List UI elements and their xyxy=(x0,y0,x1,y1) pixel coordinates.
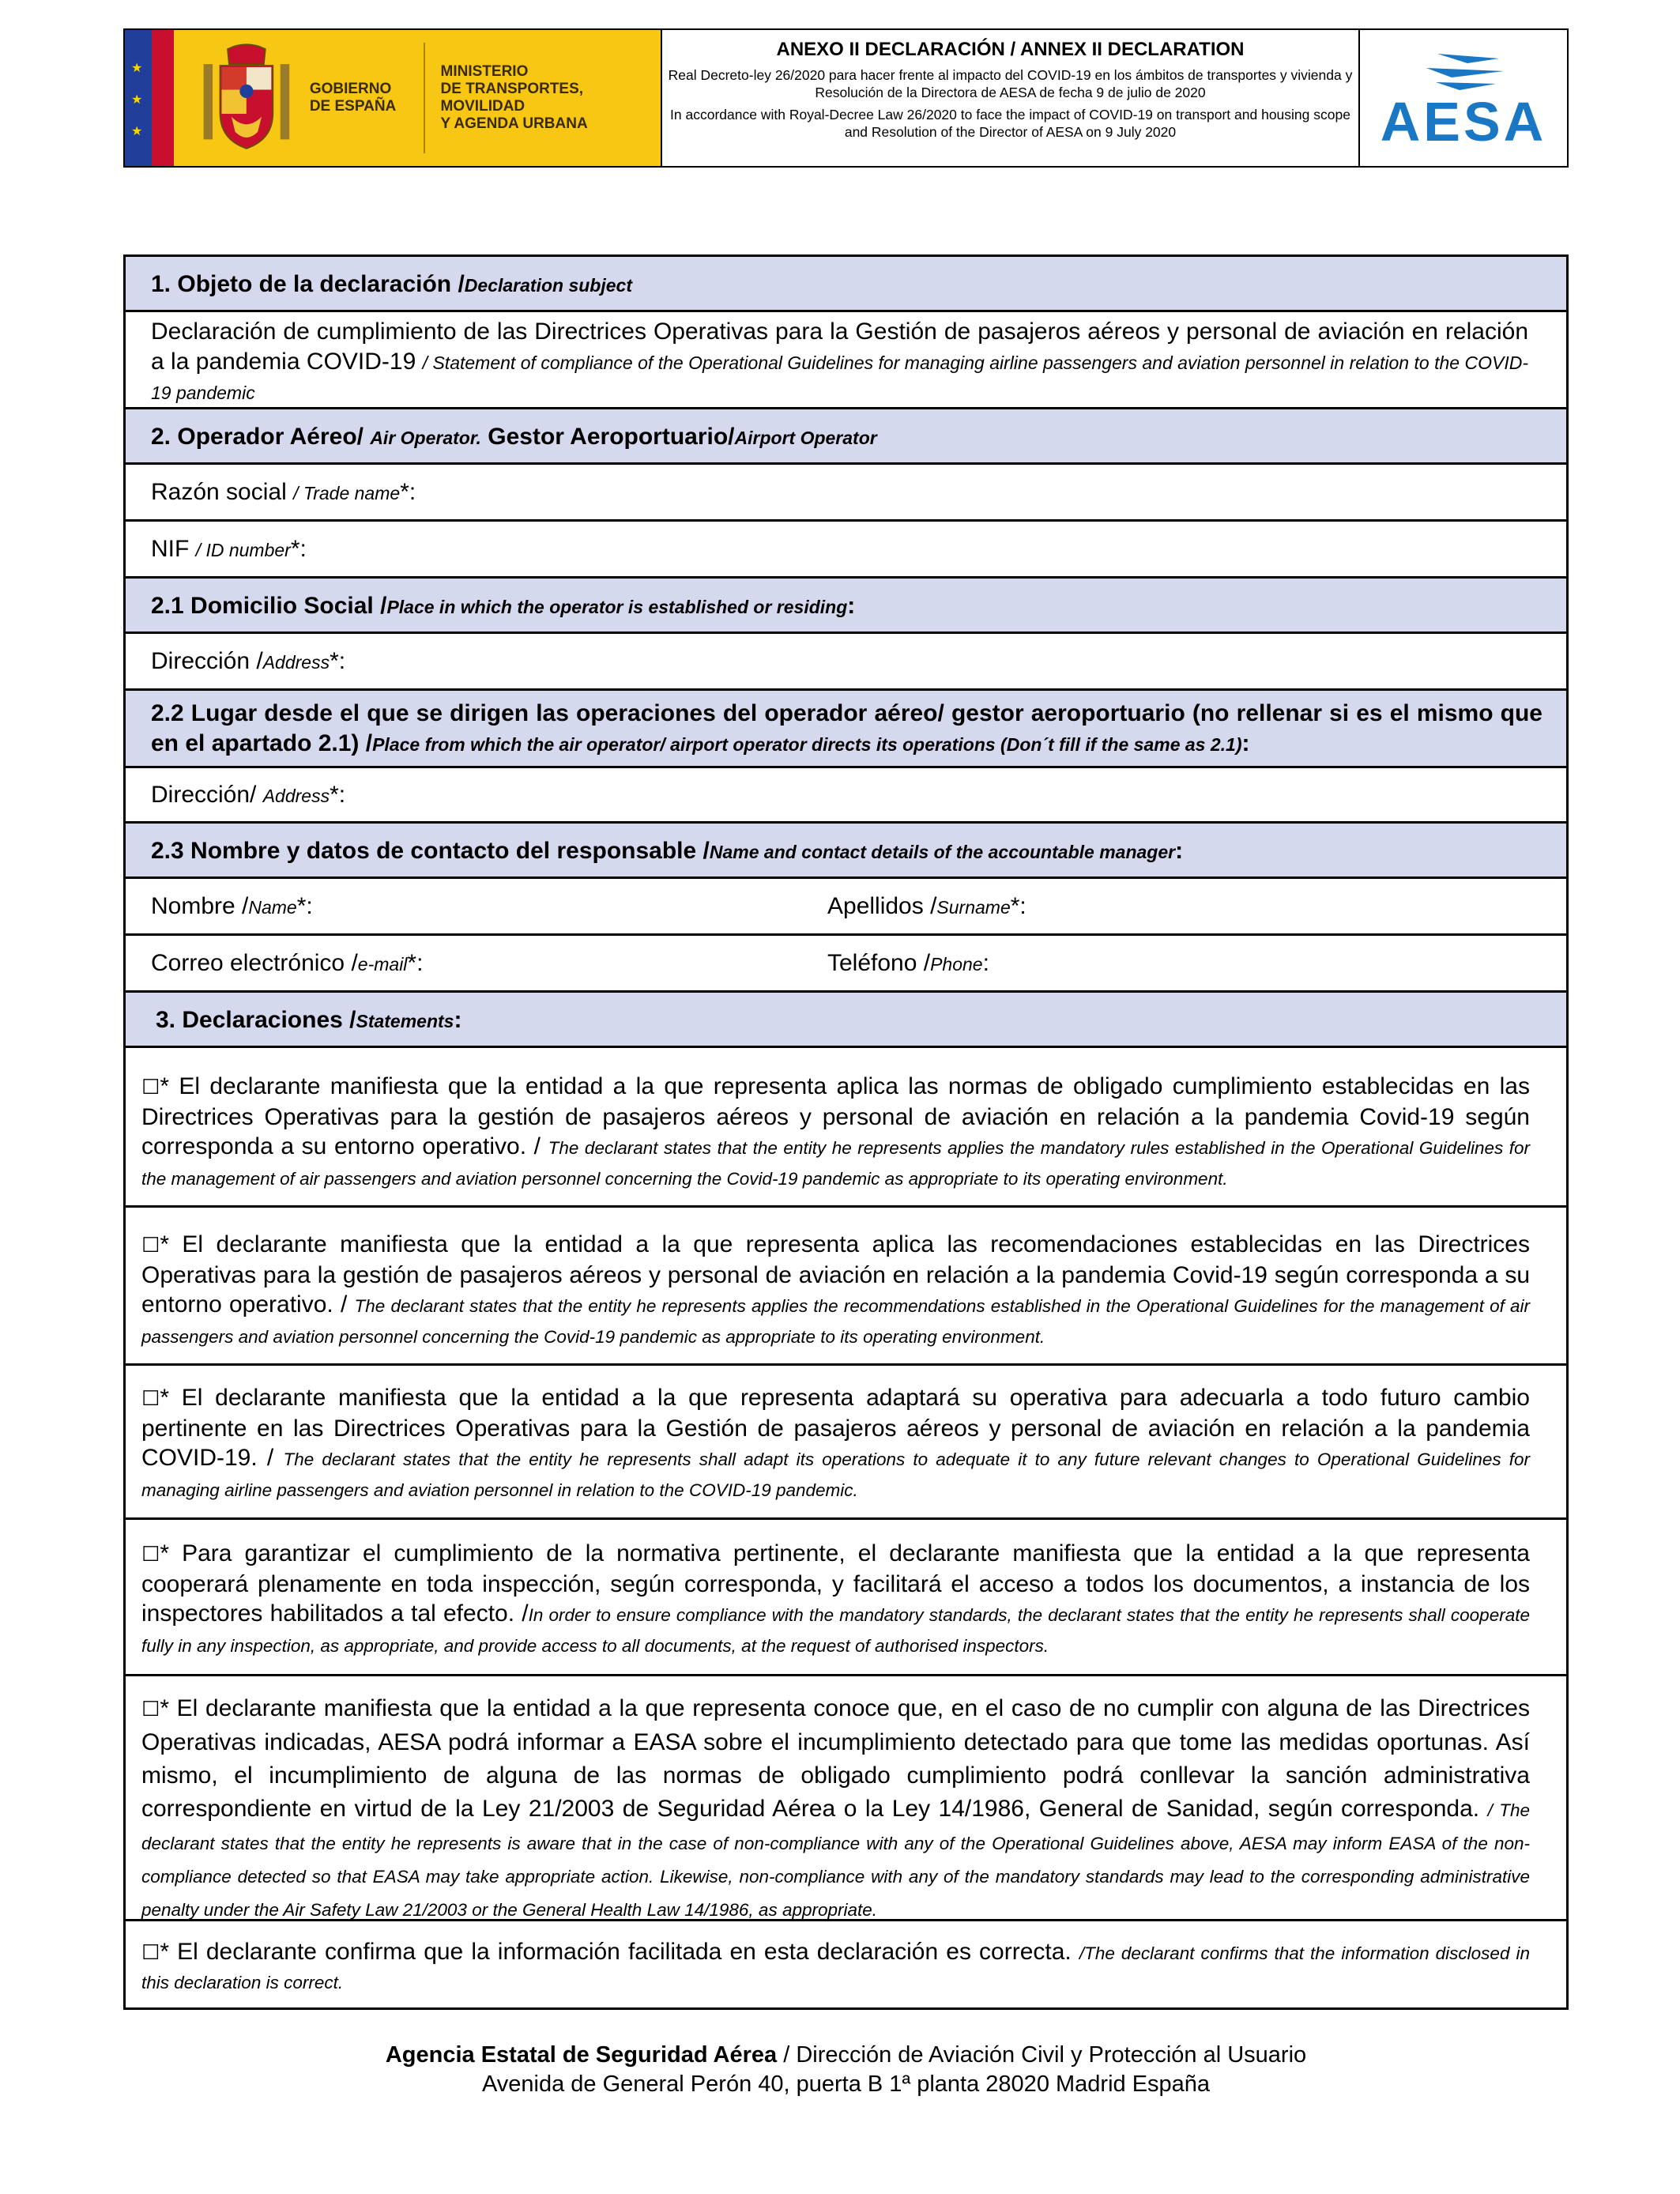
statement-es: * El declarante manifiesta que la entidad a la que representa aplica las normas de obligado cumplimiento establecidas en las Directrices Operativas para la gestión de pasajeros aéreos y personal de aviación en relación a la pandemia Covid-19 según corresponda a su entorno operativo. / xyxy=(141,1073,1530,1159)
trade-name-field[interactable] xyxy=(126,465,1566,522)
statement-text xyxy=(141,1230,1530,1351)
checkbox-icon[interactable]: ☐ xyxy=(141,1234,160,1257)
label-es: Razón social xyxy=(151,479,294,505)
statement-1 xyxy=(126,1048,1566,1208)
section-title-en: Airport Operator xyxy=(734,428,877,448)
section-title-es: 2.3 Nombre y datos de contacto del responsable / xyxy=(151,838,710,864)
subject-es: Declaración de cumplimiento de las Directrices Operativas para la Gestión de pasajeros aéreos y personal de aviación en relación a la pandemia COVID-19 xyxy=(151,319,1528,375)
document-header xyxy=(123,28,1569,168)
label-suffix: *: xyxy=(330,782,346,808)
star-icon: ★ xyxy=(131,92,143,107)
section-title-suffix: : xyxy=(1241,730,1250,756)
label-es: Teléfono / xyxy=(827,950,931,976)
gov-line: GOBIERNO xyxy=(309,81,392,97)
section-title-en: Place from which the air operator/ airport operator directs its operations (Don´t fill if the same as 2.1) xyxy=(372,734,1242,755)
label-es: Apellidos / xyxy=(827,893,937,919)
declaration-subject-text xyxy=(151,317,1528,407)
nif-label xyxy=(151,536,307,564)
section-2-1-header xyxy=(126,579,1566,634)
label-suffix: : xyxy=(982,950,989,976)
checkbox-icon[interactable]: ☐ xyxy=(141,1543,160,1566)
section-title-en: Statements xyxy=(356,1011,454,1031)
section-title-en: Place in which the operator is established or residing xyxy=(386,597,848,617)
section-title xyxy=(151,838,1183,865)
label-en: / ID number xyxy=(195,540,291,560)
label-es: Correo electrónico / xyxy=(151,950,358,976)
ministry-line: MINISTERIO xyxy=(440,63,529,80)
section-2-3-header xyxy=(126,824,1566,879)
statement-5 xyxy=(126,1676,1566,1921)
section-title-suffix: : xyxy=(454,1007,462,1033)
statement-en: In order to ensure compliance with the mandatory standards, the declarant states that the entity he represents shall cooperate fully in any inspection, as appropriate, and provide access to all documents, at the request of authorised inspectors. xyxy=(141,1605,1530,1656)
statement-en: The declarant states that the entity he represents applies the mandatory rules established in the Operational Guidelines for the management of air passengers and aviation personnel concerning the Covid-19 pandemic as appropriate to its operating environment. xyxy=(141,1138,1531,1189)
section-title-es: 2.1 Domicilio Social / xyxy=(151,593,387,619)
checkbox-icon[interactable]: ☐ xyxy=(141,1076,160,1099)
declaration-subtitle-es: Real Decreto-ley 26/2020 para hacer frente al impacto del COVID-19 en los ámbitos de transportes y vivienda y Resolución de la Directora de AESA de fecha 9 de julio de 2020 xyxy=(668,67,1353,100)
statement-text xyxy=(141,1692,1530,1925)
label-suffix: *: xyxy=(407,950,424,976)
surname-field[interactable] xyxy=(827,893,1026,921)
label-en: e-mail xyxy=(357,954,408,974)
label-en: Address xyxy=(262,786,330,806)
label-suffix: *: xyxy=(1010,893,1026,919)
section-title-es: 1. Objeto de la declaración / xyxy=(151,271,465,297)
section-title-es: Gestor Aeroportuario/ xyxy=(480,424,735,450)
label-suffix: *: xyxy=(296,893,313,919)
statement-es: * El declarante confirma que la información facilitada en esta declaración es correcta. xyxy=(160,1939,1079,1965)
trade-name-label xyxy=(151,479,416,507)
label-en: Phone xyxy=(930,954,983,974)
star-icon: ★ xyxy=(131,123,143,138)
address-label xyxy=(151,648,345,676)
statement-en: / The declarant states that the entity he represents is aware that in the case of non-compliance with any of the Operational Guidelines above, AESA may inform EASA of the non-compliance detected so that EASA may take appropriate action. Likewise, non-compliance with any of the mandatory standards may lead to the corresponding administrative penalty under the Air Safety Law 21/2003 or the General Health Law 14/1986, as appropriate. xyxy=(141,1800,1530,1920)
section-1-body xyxy=(126,312,1566,409)
registered-address-field[interactable] xyxy=(126,634,1566,691)
gov-line: DE ESPAÑA xyxy=(309,98,397,115)
statement-es: * El declarante manifiesta que la entidad a la que representa adaptará su operativa para adecuarla a todo futuro cambio pertinente en las Directrices Operativas para la Gestión de pasajeros aéreos y personal de aviación en relación a la pandemia COVID-19. / xyxy=(141,1385,1530,1471)
statement-en: /The declarant confirms that the information disclosed in this declaration is correct. xyxy=(141,1943,1530,1992)
section-2-header xyxy=(126,409,1566,465)
declaration-title: ANEXO II DECLARACIÓN / ANNEX II DECLARATION xyxy=(776,39,1245,60)
statement-2 xyxy=(126,1208,1566,1366)
flag-red-band xyxy=(152,30,174,166)
section-title-en: Name and contact details of the accountable manager xyxy=(709,842,1176,862)
contact-row xyxy=(126,936,1566,993)
section-title xyxy=(151,699,1543,760)
statement-es: * Para garantizar el cumplimiento de la normativa pertinente, el declarante manifiesta que la entidad a la que representa cooperará plenamente en toda inspección, según corresponda, y facilitará el acceso a todos los documentos, a instancia de los inspectores habilitados a tal efecto. / xyxy=(141,1540,1530,1627)
declaration-subtitle-en: In accordance with Royal-Decree Law 26/2020 to face the impact of COVID-19 on transport and housing scope and Resolution of the Director of AESA on 9 July 2020 xyxy=(670,107,1350,140)
logo-divider xyxy=(424,43,425,153)
label-en: Address xyxy=(262,652,330,673)
section-title xyxy=(151,271,632,299)
statement-en: The declarant states that the entity he represents applies the recommendations established in the Operational Guidelines for the management of air passengers and aviation personnel concerning the Covid-19 pandemic as appropriate to its operating environment. xyxy=(141,1296,1531,1347)
section-title-suffix: : xyxy=(847,593,856,619)
footer-address: Avenida de General Perón 40, puerta B 1ª planta 28020 Madrid España xyxy=(481,2071,1211,2097)
label-es: Nombre / xyxy=(151,893,249,919)
name-row xyxy=(126,879,1566,936)
phone-field[interactable] xyxy=(827,950,989,978)
aesa-logo-text: AESA xyxy=(1380,91,1547,153)
star-icon: ★ xyxy=(131,60,143,75)
statement-en: The declarant states that the entity he represents shall adapt its operations to adequate it to any future relevant changes to Operational Guidelines for managing airline passengers and aviation personnel in relation to the COVID-19 pandemic. xyxy=(141,1449,1530,1500)
ministry-line: Y AGENDA URBANA xyxy=(440,115,588,132)
operations-address-field[interactable] xyxy=(126,768,1566,824)
statement-3 xyxy=(126,1366,1566,1520)
section-title xyxy=(151,424,877,451)
label-suffix: *: xyxy=(330,648,346,674)
label-es: NIF xyxy=(151,536,196,562)
ministry-name xyxy=(441,63,661,133)
section-title-en: Air Operator. xyxy=(370,428,481,448)
statement-text xyxy=(141,1539,1530,1661)
nif-field[interactable] xyxy=(126,522,1566,579)
statement-text xyxy=(141,1072,1530,1193)
aesa-logo-block xyxy=(1360,30,1567,166)
declaration-heading-block xyxy=(662,30,1360,166)
label-suffix: *: xyxy=(400,479,416,505)
section-2-2-header xyxy=(126,691,1566,768)
section-3-header xyxy=(126,993,1566,1048)
section-title-suffix: : xyxy=(1175,838,1184,864)
statement-4 xyxy=(126,1520,1566,1676)
section-title-es: 2. Operador Aéreo/ xyxy=(151,424,371,450)
declaration-form xyxy=(123,254,1569,2010)
coat-of-arms-icon xyxy=(198,39,296,157)
address-label xyxy=(151,782,345,809)
eu-flag-strip xyxy=(125,30,152,166)
checkbox-icon[interactable]: ☐ xyxy=(141,1698,160,1721)
label-suffix: *: xyxy=(290,536,307,562)
label-en: / Trade name xyxy=(293,483,401,503)
section-1-header xyxy=(126,257,1566,312)
section-title xyxy=(156,1007,461,1035)
section-title-es: 2.2 Lugar desde el que se dirigen las operaciones del operador aéreo/ gestor aeroportuario (no rellenar si es el mismo que en el apartado 2.1) / xyxy=(151,700,1543,756)
government-banner xyxy=(152,30,661,166)
statement-es: * El declarante manifiesta que la entidad a la que representa conoce que, en el caso de no cumplir con alguna de las Directrices Operativas indicadas, AESA podrá informar a EASA sobre el incumplimiento detectado para que tome las medidas oportunas. Así mismo, el incumplimiento de alguna de las normas de obligado cumplimiento podrá conllevar la sanción administrativa correspondiente en virtud de la Ley 21/2003 de Seguridad Aérea o la Ley 14/1986, General de Sanidad, según corresponda. xyxy=(141,1695,1530,1822)
section-title-en: Declaration subject xyxy=(464,275,632,296)
government-logo-block xyxy=(125,30,662,166)
checkbox-icon[interactable]: ☐ xyxy=(141,1387,160,1411)
label-en: Surname xyxy=(936,897,1011,918)
label-es: Dirección/ xyxy=(151,782,263,808)
statement-text xyxy=(141,1939,1530,1997)
document-footer xyxy=(123,2041,1569,2099)
label-en: Name xyxy=(248,897,297,918)
section-title-es: 3. Declaraciones / xyxy=(156,1007,356,1033)
checkbox-icon[interactable]: ☐ xyxy=(141,1941,160,1965)
statement-text xyxy=(141,1383,1530,1505)
first-name-field[interactable] xyxy=(151,893,313,921)
directorate-name: / Dirección de Aviación Civil y Protección al Usuario xyxy=(777,2042,1307,2068)
aesa-wing-icon xyxy=(1420,47,1507,95)
statement-6 xyxy=(126,1921,1566,2010)
footer-agency-line xyxy=(123,2041,1569,2070)
section-title xyxy=(151,593,855,620)
email-field[interactable] xyxy=(151,950,423,978)
government-name xyxy=(310,81,408,115)
statement-es: * El declarante manifiesta que la entidad a la que representa aplica las recomendaciones establecidas en las Directrices Operativas para la gestión de pasajeros aéreos y personal de aviación en relación a la pandemia Covid-19 según corresponda a su entorno operativo. / xyxy=(141,1231,1530,1318)
ministry-line: DE TRANSPORTES, MOVILIDAD xyxy=(440,81,584,115)
label-es: Dirección / xyxy=(151,648,263,674)
agency-name: Agencia Estatal de Seguridad Aérea xyxy=(385,2042,778,2068)
subject-en: / Statement of compliance of the Operational Guidelines for managing airline passengers and aviation personnel in relation to the COVID-19 pandemic xyxy=(151,352,1529,403)
